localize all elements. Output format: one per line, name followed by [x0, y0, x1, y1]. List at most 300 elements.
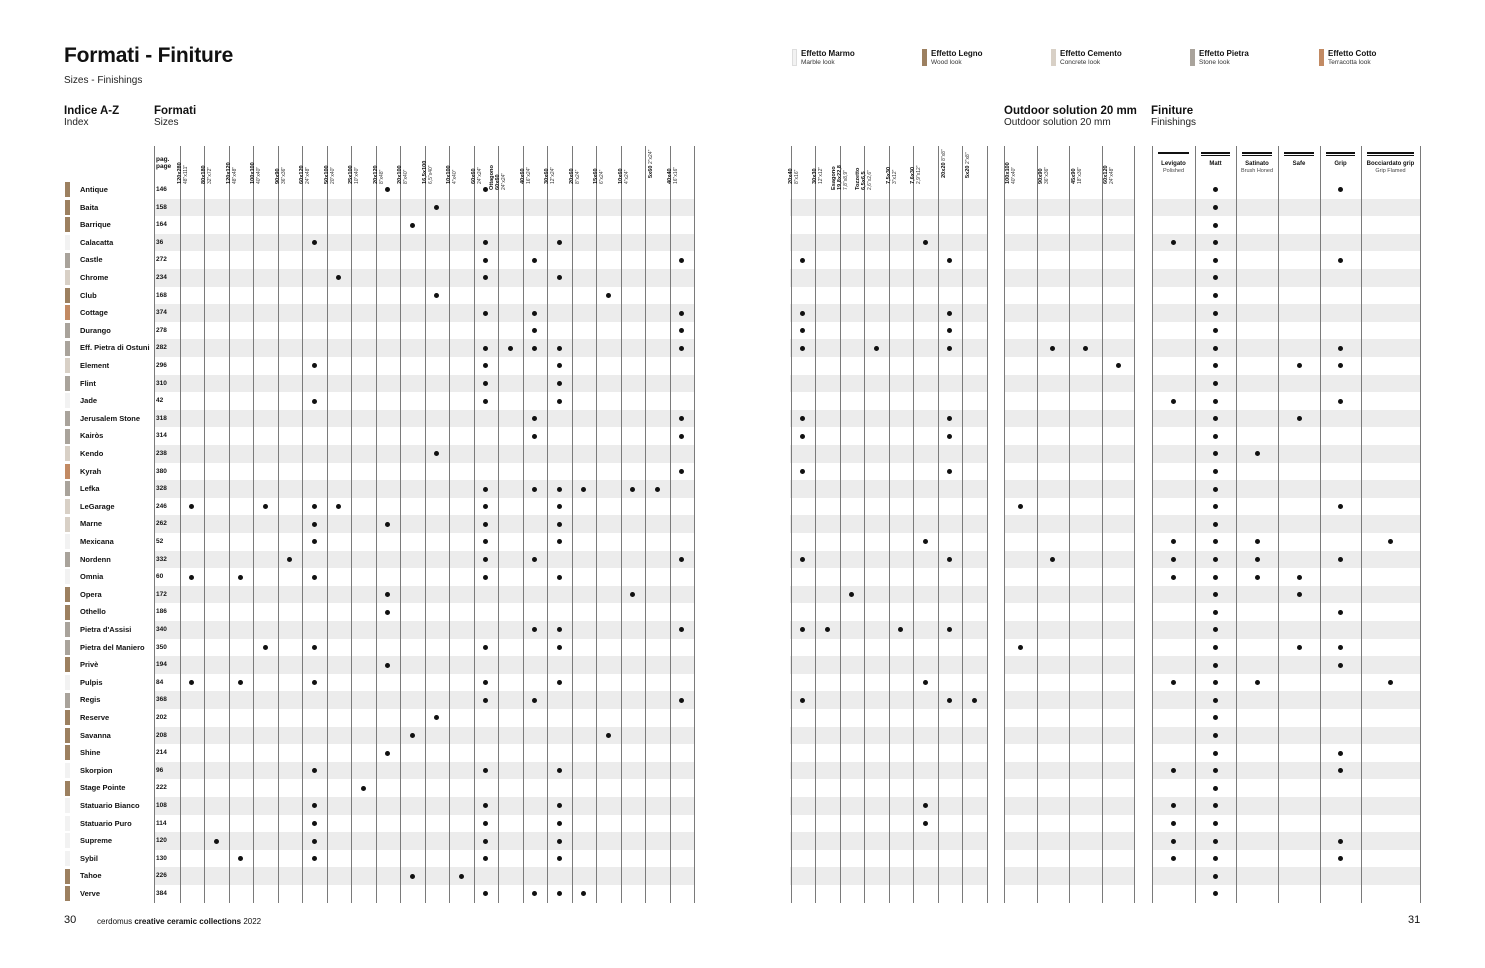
look-swatch — [65, 657, 70, 672]
availability-dot — [385, 663, 390, 668]
row-stripe — [154, 375, 694, 393]
availability-dot — [800, 698, 805, 703]
look-swatch — [65, 728, 70, 743]
look-swatch — [65, 886, 70, 901]
availability-dot — [385, 522, 390, 527]
outdoor-title: Outdoor solution 20 mm — [1004, 105, 1137, 117]
row-stripe — [1152, 867, 1420, 885]
collection-page: 146 — [156, 186, 167, 193]
collection-name[interactable]: Castle — [80, 255, 103, 265]
format-label-inches: 40"x40" — [1011, 166, 1018, 184]
format-label: 25x100 — [348, 165, 355, 184]
availability-dot — [483, 821, 488, 826]
availability-dot — [557, 839, 562, 844]
column-divider — [889, 146, 890, 903]
page-title: Formati - Finiture — [64, 44, 234, 67]
format-label: 30x60 — [544, 168, 551, 184]
look-swatch — [65, 464, 70, 479]
collection-name[interactable]: Pulpis — [80, 677, 103, 687]
format-header — [299, 154, 311, 184]
column-divider — [1236, 146, 1237, 903]
collection-name[interactable]: Stage Pointe — [80, 783, 126, 793]
legend-label: Effetto Marmo — [801, 49, 855, 58]
availability-dot — [557, 891, 562, 896]
look-swatch — [65, 833, 70, 848]
right-page-number: 31 — [1408, 914, 1421, 926]
legend-swatch — [792, 49, 797, 66]
format-label: 100x100 — [1005, 162, 1012, 184]
collection-name[interactable]: Opera — [80, 589, 102, 599]
legend-item — [931, 49, 983, 67]
format-label: 90x90 — [1037, 168, 1044, 184]
finish-dot — [1213, 522, 1218, 527]
row-stripe — [1152, 410, 1420, 428]
availability-dot — [238, 856, 243, 861]
finish-name-en: Polished — [1162, 168, 1185, 174]
outdoor-format-header — [1005, 154, 1017, 184]
row-stripe — [1152, 832, 1420, 850]
format-label-inches: 48"x48" — [231, 166, 238, 184]
collection-page: 96 — [156, 766, 164, 774]
legend-swatch — [1051, 49, 1056, 66]
collection-name[interactable]: Statuario Bianco — [80, 801, 140, 810]
collection-name[interactable]: Club — [80, 290, 97, 300]
look-swatch — [65, 235, 70, 250]
column-divider — [840, 146, 841, 903]
column-divider — [1195, 146, 1196, 903]
finish-dot — [1213, 487, 1218, 492]
column-divider — [962, 146, 963, 903]
collection-name[interactable]: Baita — [80, 202, 99, 212]
row-stripe — [1152, 551, 1420, 569]
look-swatch — [65, 710, 70, 725]
collection-page: 158 — [156, 203, 167, 211]
format-label-inches: 16"x16" — [672, 166, 679, 184]
column-divider — [1152, 146, 1153, 903]
format-label-inches: 32"x72" — [207, 166, 214, 184]
finish-dot — [1213, 610, 1218, 615]
index-subtitle: Index — [64, 117, 89, 128]
availability-dot — [557, 539, 562, 544]
column-divider — [1278, 146, 1279, 903]
format-header — [812, 154, 824, 184]
index-heading — [64, 105, 119, 128]
format-header — [965, 148, 971, 178]
collection-name[interactable]: Cottage — [80, 308, 108, 318]
format-header — [667, 154, 679, 184]
collection-name[interactable]: Othello — [80, 607, 106, 617]
format-label-inches: 4"x40" — [452, 169, 459, 184]
collection-name[interactable]: Statuario Puro — [80, 818, 132, 828]
collection-name[interactable]: Calacatta — [80, 237, 114, 247]
format-label-inches: 20"x40" — [329, 166, 336, 184]
finish-header — [1278, 161, 1320, 168]
collection-name[interactable]: Shine — [80, 748, 101, 758]
column-divider — [449, 146, 450, 903]
format-label-inches: 36"x36" — [1043, 166, 1050, 184]
row-stripe — [154, 234, 694, 252]
format-label: 90x90 — [274, 168, 281, 184]
availability-dot — [263, 504, 268, 509]
finish-dot — [1213, 751, 1218, 756]
finish-dot — [1297, 645, 1302, 650]
availability-dot — [679, 469, 684, 474]
format-label-inches: 12"x12" — [818, 166, 825, 184]
collection-name[interactable]: Chrome — [80, 273, 109, 282]
format-label-inches: 6"x24" — [599, 169, 606, 184]
column-divider — [938, 146, 939, 903]
look-swatch — [65, 323, 70, 338]
format-label: 15x60 — [593, 168, 600, 184]
look-swatch — [65, 253, 70, 268]
format-header — [489, 160, 507, 190]
collection-name[interactable]: Mexicana — [80, 537, 114, 546]
format-label-inches: 24"x24" — [501, 172, 508, 190]
collection-name[interactable]: Verve — [80, 889, 101, 898]
finish-dot — [1338, 610, 1343, 615]
column-divider — [913, 146, 914, 903]
format-label-inches: 3"x12" — [891, 169, 898, 184]
finishes-title: Finiture — [1151, 105, 1194, 117]
format-label: 60x60 — [470, 168, 477, 184]
page-subtitle: Sizes - Finishings — [64, 75, 143, 86]
collection-page: 340 — [156, 626, 167, 633]
row-stripe — [1152, 762, 1420, 780]
collection-page: 214 — [156, 749, 167, 757]
collection-page: 42 — [156, 397, 164, 405]
row-stripe — [154, 727, 694, 745]
availability-dot — [557, 381, 562, 386]
finish-dot — [1297, 575, 1302, 580]
collection-name[interactable]: Marne — [80, 519, 103, 529]
collection-name[interactable]: Flint — [80, 378, 96, 388]
row-stripe — [154, 867, 694, 885]
outdoor-dot — [1116, 363, 1121, 368]
collection-name[interactable]: Element — [80, 361, 110, 370]
availability-dot — [947, 258, 952, 263]
row-stripe — [1152, 269, 1420, 287]
collection-name[interactable]: Lefka — [80, 484, 100, 494]
format-label: 20x40 — [787, 168, 794, 184]
collection-page: 222 — [156, 784, 167, 792]
availability-dot — [557, 856, 562, 861]
outdoor-format-header — [1103, 154, 1115, 184]
finish-dot — [1213, 839, 1218, 844]
finish-dot — [1171, 539, 1176, 544]
legend-label-en: Concrete look — [1060, 59, 1101, 66]
availability-dot — [385, 610, 390, 615]
collection-name[interactable]: Durango — [80, 325, 111, 335]
collection-name[interactable]: Barrique — [80, 220, 111, 230]
finish-icon — [1326, 152, 1355, 156]
outdoor-dot — [1083, 346, 1088, 351]
availability-dot — [312, 680, 317, 685]
finish-dot — [1338, 557, 1343, 562]
collection-page: 310 — [156, 379, 167, 387]
formats-title: Formati — [154, 105, 197, 117]
format-label-inches: 24"x48" — [1109, 166, 1116, 184]
legend-swatch — [1319, 49, 1324, 66]
finish-dot — [1338, 751, 1343, 756]
availability-dot — [483, 187, 488, 192]
footer-collection: creative ceramic collections — [134, 917, 242, 926]
availability-dot — [189, 680, 194, 685]
look-swatch — [65, 745, 70, 760]
availability-dot — [483, 522, 488, 527]
format-label-inches: 24"x48" — [305, 166, 312, 184]
look-swatch — [65, 675, 70, 690]
collection-name[interactable]: Eff. Pietra di Ostuni — [80, 343, 150, 353]
left-page-number: 30 — [64, 914, 77, 926]
collection-page: 318 — [156, 414, 167, 422]
format-label: 30x30 — [812, 168, 819, 184]
availability-dot — [557, 487, 562, 492]
finish-dot — [1255, 557, 1260, 562]
finish-name: Satinato — [1245, 161, 1269, 167]
availability-dot — [557, 346, 562, 351]
finish-dot — [1213, 187, 1218, 192]
collection-name[interactable]: Antique — [80, 185, 108, 194]
collection-page: 328 — [156, 485, 167, 493]
collection-page: 226 — [156, 872, 167, 880]
availability-dot — [410, 223, 415, 228]
format-label-inches: 6,5"x40" — [427, 165, 434, 184]
collection-page: 120 — [156, 837, 167, 845]
collection-page: 114 — [156, 819, 167, 827]
look-swatch — [65, 393, 70, 408]
availability-dot — [312, 504, 317, 509]
collection-name[interactable]: Regis — [80, 695, 101, 705]
legend-label-en: Wood look — [931, 59, 962, 66]
finish-name: Grip — [1334, 161, 1347, 167]
column-divider — [327, 146, 328, 903]
availability-dot — [361, 786, 366, 791]
availability-dot — [410, 874, 415, 879]
availability-dot — [923, 240, 928, 245]
collection-name[interactable]: Pietra del Maniero — [80, 642, 145, 652]
legend-label-en: Stone look — [1199, 59, 1230, 66]
availability-dot — [606, 293, 611, 298]
format-header — [226, 154, 238, 184]
legend-swatch — [1190, 49, 1195, 66]
collection-name[interactable]: Reserve — [80, 713, 110, 722]
legend-item — [1060, 49, 1122, 67]
look-swatch — [65, 869, 70, 884]
outdoor-format-header — [1038, 154, 1050, 184]
collection-page: 164 — [156, 221, 167, 229]
look-swatch — [65, 517, 70, 532]
format-label-inches: 18"x36" — [1076, 166, 1083, 184]
finish-dot — [1213, 680, 1218, 685]
availability-dot — [483, 891, 488, 896]
finish-dot — [1255, 539, 1260, 544]
availability-dot — [214, 839, 219, 844]
finish-dot — [1171, 839, 1176, 844]
collection-name[interactable]: Savanna — [80, 730, 111, 740]
row-stripe — [1152, 375, 1420, 393]
availability-dot — [483, 575, 488, 580]
collection-name[interactable]: Kyrah — [80, 466, 102, 476]
format-header — [348, 154, 360, 184]
column-divider — [1069, 146, 1070, 903]
collection-page: 314 — [156, 432, 167, 440]
column-divider — [1361, 146, 1362, 903]
availability-dot — [312, 839, 317, 844]
availability-dot — [385, 751, 390, 756]
look-swatch — [65, 798, 70, 813]
collection-name[interactable]: Omnia — [80, 572, 104, 582]
column-divider — [1102, 146, 1103, 903]
finish-dot — [1213, 311, 1218, 316]
collection-name[interactable]: LeGarage — [80, 501, 115, 511]
format-label: 20x60 — [568, 168, 575, 184]
finish-dot — [1213, 381, 1218, 386]
format-header — [201, 154, 213, 184]
availability-dot — [434, 715, 439, 720]
finish-dot — [1213, 874, 1218, 879]
availability-dot — [459, 874, 464, 879]
finish-dot — [1338, 663, 1343, 668]
column-divider — [523, 146, 524, 903]
availability-dot — [947, 328, 952, 333]
finish-icon — [1284, 152, 1314, 156]
row-stripe — [1152, 727, 1420, 745]
row-stripe — [154, 269, 694, 287]
finish-dot — [1213, 363, 1218, 368]
format-label: 45x90 — [1070, 168, 1077, 184]
collection-name[interactable]: Jade — [80, 396, 98, 406]
collection-page: 272 — [156, 256, 167, 264]
collection-page: 208 — [156, 731, 167, 739]
format-label: 120x120 — [225, 162, 232, 184]
availability-dot — [483, 363, 488, 368]
availability-dot — [312, 575, 317, 580]
finish-dot — [1213, 346, 1218, 351]
finishes-heading — [1151, 105, 1196, 128]
finish-dot — [1171, 821, 1176, 826]
index-title: Indice A-Z — [64, 105, 120, 117]
collection-name[interactable]: Skorpion — [80, 765, 113, 775]
availability-dot — [679, 698, 684, 703]
finish-dot — [1213, 293, 1218, 298]
column-divider — [154, 146, 155, 903]
availability-dot — [557, 399, 562, 404]
format-header — [324, 154, 336, 184]
format-label-inches: 4"x24" — [623, 169, 630, 184]
collection-name[interactable]: Supreme — [80, 836, 113, 846]
row-stripe — [1152, 304, 1420, 322]
format-label: 20x20 — [940, 160, 947, 178]
collection-name[interactable]: Jerusalem Stone — [80, 413, 141, 423]
availability-dot — [557, 680, 562, 685]
availability-dot — [532, 698, 537, 703]
column-divider — [1004, 146, 1005, 903]
format-label-inches: 2"x8" — [965, 152, 972, 164]
legend-item — [1199, 49, 1249, 67]
outdoor-subtitle: Outdoor solution 20 mm — [1004, 117, 1111, 128]
collection-name[interactable]: Sybil — [80, 853, 98, 863]
availability-dot — [532, 434, 537, 439]
row-stripe — [154, 762, 694, 780]
row-stripe — [1152, 586, 1420, 604]
collection-name[interactable]: Kairòs — [80, 431, 104, 441]
collection-name[interactable]: Privè — [80, 660, 99, 670]
availability-dot — [800, 311, 805, 316]
collection-name[interactable]: Nordenn — [80, 554, 111, 564]
look-swatch — [65, 429, 70, 444]
collection-page: 130 — [156, 854, 167, 862]
collection-name[interactable]: Kendo — [80, 449, 104, 458]
column-divider — [645, 146, 646, 903]
collection-page: 278 — [156, 326, 167, 334]
finish-dot — [1213, 786, 1218, 791]
column-divider — [498, 146, 499, 903]
look-swatch — [65, 376, 70, 391]
finish-dot — [1297, 363, 1302, 368]
look-swatch — [65, 587, 70, 602]
format-header — [373, 154, 385, 184]
legend-label: Effetto Cemento — [1060, 49, 1122, 58]
collection-page: 246 — [156, 502, 167, 510]
look-swatch — [65, 305, 70, 320]
formats-heading — [154, 105, 196, 128]
format-label-inches: 12"x24" — [550, 166, 557, 184]
row-stripe — [154, 515, 694, 533]
column-divider — [621, 146, 622, 903]
availability-dot — [557, 768, 562, 773]
collection-page: 332 — [156, 555, 167, 563]
format-header — [177, 154, 189, 184]
availability-dot — [336, 504, 341, 509]
collection-page: 168 — [156, 291, 167, 299]
collection-name[interactable]: Tahoe — [80, 871, 102, 881]
look-swatch — [65, 851, 70, 866]
collection-name[interactable]: Pietra d'Assisi — [80, 625, 132, 634]
finish-dot — [1255, 575, 1260, 580]
legend-label-en: Marble look — [801, 59, 835, 66]
format-label: Tozzetto 6,5x6,5 — [855, 167, 868, 190]
finish-dot — [1171, 856, 1176, 861]
look-swatch — [65, 446, 70, 461]
format-header — [520, 154, 532, 184]
format-label: 60x120 — [1103, 165, 1110, 184]
finish-name-en: Brush Honed — [1240, 168, 1274, 174]
availability-dot — [312, 240, 317, 245]
format-label: Ottagono 60x60 — [489, 165, 502, 190]
finish-dot — [1338, 399, 1343, 404]
finish-dot — [1213, 575, 1218, 580]
finish-dot — [1213, 856, 1218, 861]
row-stripe — [154, 480, 694, 498]
availability-dot — [947, 346, 952, 351]
availability-dot — [312, 522, 317, 527]
availability-dot — [557, 575, 562, 580]
availability-dot — [385, 187, 390, 192]
availability-dot — [483, 487, 488, 492]
row-stripe — [1152, 234, 1420, 252]
look-swatch — [65, 781, 70, 796]
row-stripe — [154, 410, 694, 428]
finish-dot — [1171, 680, 1176, 685]
look-swatch — [65, 270, 70, 285]
availability-dot — [581, 487, 586, 492]
look-swatch — [65, 763, 70, 778]
finish-name: Bocciardato grip — [1366, 161, 1415, 167]
look-swatch — [65, 217, 70, 232]
collection-page: 84 — [156, 678, 164, 686]
finish-dot — [1255, 451, 1260, 456]
look-swatch — [65, 569, 70, 584]
